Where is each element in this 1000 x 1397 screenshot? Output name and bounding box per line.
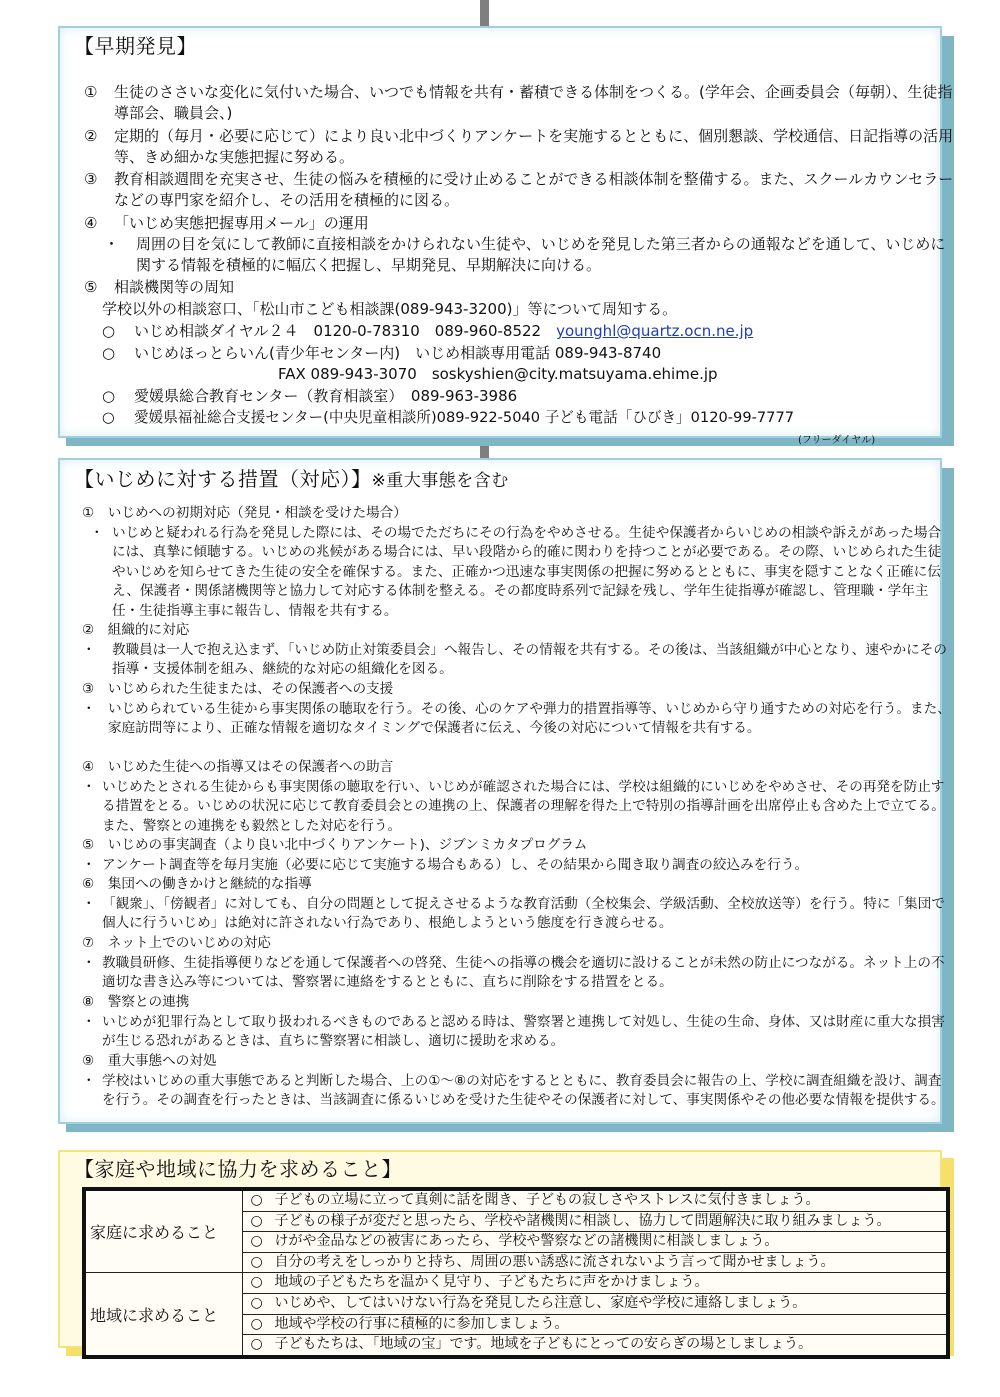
- list-item-text: ・ アンケート調査等を毎月実施（必要に応じて実施する場合もある）し、その結果から聞き取り調査の絞込みを行う。: [82, 857, 809, 873]
- list-item: ① 生徒のささいな変化に気付いた場合、いつでも情報を共有・蓄積できる体制をつくる。(学年会、企画委員会（毎朝）、生徒指導部会、職員会、): [84, 83, 953, 122]
- list-item-heading: ④ いじめた生徒への指導又はその保護者への助言: [82, 759, 394, 775]
- list-item-heading: ⑤ いじめの事実調査（より良い北中づくりアンケート)、ジブンミカタプログラム: [82, 837, 588, 853]
- list-item-text: ・ いじめたとされる生徒からも事実関係の聴取を行い、いじめが確認された場合には、学校は組織的にいじめをやめさせ、その再発を防止する措置をとる。いじめの状況に応じて教育委員会との連携の上、保護者の理解を得た上で特別の指導計画を出席停止も含めた上で立てる。また、警察との連携をも毅然とした対応を行う。: [82, 779, 945, 834]
- list-item-text: ・ いじめられている生徒から事実関係の聴取を行う。その後、心のケアや弾力的措置指導等、いじめから守り通すための対応を行う。また、家庭訪問等により、正確な情報を適切なタイミングで保護者に伝え、今後の対応について情報を共有する。: [82, 701, 951, 737]
- list-item-text: ・ いじめと疑われる行為を発見した際には、その場でただちにその行為をやめさせる。生徒や保護者からいじめの相談や訴えがあった場合には、真摯に傾聴する。いじめの兆候がある場合には、早い段階から的確に関わりを持つことが必要である。その際、いじめられた生徒やいじめを知らせてきた生徒の安全を確保する。また、正確かつ迅速な事実関係の把握に努めるとともに、事実を隠すことなく正確に伝え、保護者・関係諸機関等と協力して対応する体制を整える。その都度時系列で記録を残し、学年生徒指導が確認し、管理職・学年主任・生徒指導主事に報告し、情報を共有する。: [90, 525, 942, 619]
- list-item-text: ・ 学校はいじめの重大事態であると判断した場合、上の①〜⑧の対応をするとともに、教育委員会に報告の上、学校に調査組織を設け、調査を行う。その調査を行ったときは、当該調査に係るいじめを受けた生徒やその保護者に対して、事実関係やその他必要な情報を提供する。: [82, 1073, 945, 1109]
- table-cell: ○ 子どもの様子が変だと思ったら、学校や諸機関に相談し、協力して問題解決に取り組みましょう。: [242, 1211, 948, 1232]
- table-cell: ○ 地域や学校の行事に積極的に参加しましょう。: [242, 1314, 948, 1335]
- response-title: 【いじめに対する措置（対応）】※重大事態を含む: [74, 467, 509, 491]
- response-box: [58, 458, 951, 1124]
- table-cell: ○ 自分の考えをしっかりと持ち、周囲の悪い誘惑に流されないよう言って聞かせましょう。: [242, 1252, 948, 1273]
- response-title-note: ※重大事態を含む: [371, 471, 509, 491]
- list-item-text: ・ 教職員は一人で抱え込まず、「いじめ防止対策委員会」へ報告し、その情報を共有する。その後は、当該組織が中心となり、速やかにその指導・支援体制を組み、継続的な対応の組織化を図る。: [82, 642, 947, 678]
- table-cell: ○ 子どもたちは、「地域の宝」です。地域を子どもにとっての安らぎの場としましょう。: [242, 1335, 948, 1357]
- email-link[interactable]: younghl@quartz.ocn.ne.jp: [556, 322, 754, 340]
- list-item-text: ・ いじめが犯罪行為として取り扱われるべきものであると認める時は、警察署と連携して対処し、生徒の生命、身体、又は財産に重大な損害が生じる恐れがあるときは、直ちに警察署に相談し、適切に援助を求める。: [82, 1014, 945, 1050]
- contact-intro: 学校以外の相談窓口、「松山市こども相談課(089-943-3200)」等について周知する。: [102, 300, 678, 318]
- list-item: ⑤ 相談機関等の周知: [84, 278, 235, 296]
- list-item: ・ 周囲の目を気にして教師に直接相談をかけられない生徒や、いじめを発見した第三者からの通報などを通して、いじめに関する情報を積極的に幅広く把握し、早期発見、早期解決に向ける。: [104, 235, 946, 274]
- list-item-heading: ⑨ 重大事態への対処: [82, 1053, 217, 1069]
- table-cell: ○ けがや金品などの被害にあったら、学校や警察などの諸機関に相談しましょう。: [242, 1232, 948, 1253]
- table-row: [84, 1273, 948, 1294]
- table-cell: ○ いじめや、してはいけない行為を発見したら注意し、家庭や学校に連絡しましょう。: [242, 1293, 948, 1314]
- list-item: ③ 教育相談週間を充実させ、生徒の悩みを積極的に受け止めることができる相談体制を整備する。また、スクールカウンセラーなどの専門家を紹介し、その活用を積極的に図る。: [84, 170, 954, 209]
- list-item: ② 定期的（毎月・必要に応じて）により良い北中づくりアンケートを実施するとともに、個別懇談、学校通信、日記指導の活用等、きめ細かな実態把握に努める。: [84, 127, 954, 166]
- table-row: [84, 1189, 948, 1211]
- list-item: ④ 「いじめ実態把握専用メール」の運用: [84, 214, 369, 232]
- contact-item: ○ 愛媛県福祉総合支援センター(中央児童相談所)089-922-5040 子ども電話「ひびき」0120-99-7777: [102, 409, 795, 426]
- early-detection-title: 【早期発見】: [74, 34, 197, 58]
- list-item-heading: ③ いじめられた生徒または、その保護者への支援: [82, 681, 394, 697]
- list-item-heading: ⑧ 警察との連携: [82, 994, 190, 1010]
- table-cell: ○ 子どもの立場に立って真剣に話を聞き、子どもの寂しさやストレスに気付きましょう。: [242, 1189, 948, 1211]
- contact-item: FAX 089-943-3070 soskyshien@city.matsuyama.ehime.jp: [278, 365, 718, 383]
- list-item-heading: ⑥ 集団への働きかけと継続的な指導: [82, 876, 312, 892]
- contact-item: ○ いじめほっとらいん(青少年センター内) いじめ相談専用電話 089-943-8740: [102, 344, 662, 362]
- contact-item: ○ 愛媛県総合教育センター（教育相談室） 089-963-3986: [102, 387, 518, 405]
- early-detection-box: [58, 26, 954, 446]
- list-item-heading: ① いじめへの初期対応（発見・相談を受けた場合）: [82, 505, 407, 521]
- list-item-text: ・ 「観衆」、「傍観者」に対しても、自分の問題として捉えさせるような教育活動（全校集会、学級活動、全校放送等）を行う。特に「集団で個人に行ういじめ」は絶対に許されない行為であり、根絶しようという態度を行き渡らせる。: [82, 896, 945, 932]
- list-item-heading: ⑦ ネット上でのいじめの対応: [82, 935, 271, 951]
- table-cell: ○ 地域の子どもたちを温かく見守り、子どもたちに声をかけましょう。: [242, 1273, 948, 1294]
- free-dial-note: (フリーダイヤル): [798, 435, 876, 446]
- home-label: 家庭に求めること: [84, 1189, 242, 1273]
- contact-item: ○ いじめ相談ダイヤル２４ 0120-0-78310 089-960-8522 younghl@quartz.ocn.ne.jp: [102, 322, 754, 340]
- list-item-text: ・ 教職員研修、生徒指導便りなどを通して保護者への啓発、生徒への指導の機会を適切に設けることが未然の防止につながる。ネット上の不適切な書き込み等については、警察署に連絡をするとともに、直ちに削除をする措置をとる。: [82, 955, 945, 991]
- community-label: 地域に求めること: [84, 1273, 242, 1357]
- cooperation-table: [82, 1187, 950, 1359]
- cooperation-title: 【家庭や地域に協力を求めること】: [74, 1157, 402, 1181]
- list-item-heading: ② 組織的に対応: [82, 622, 190, 638]
